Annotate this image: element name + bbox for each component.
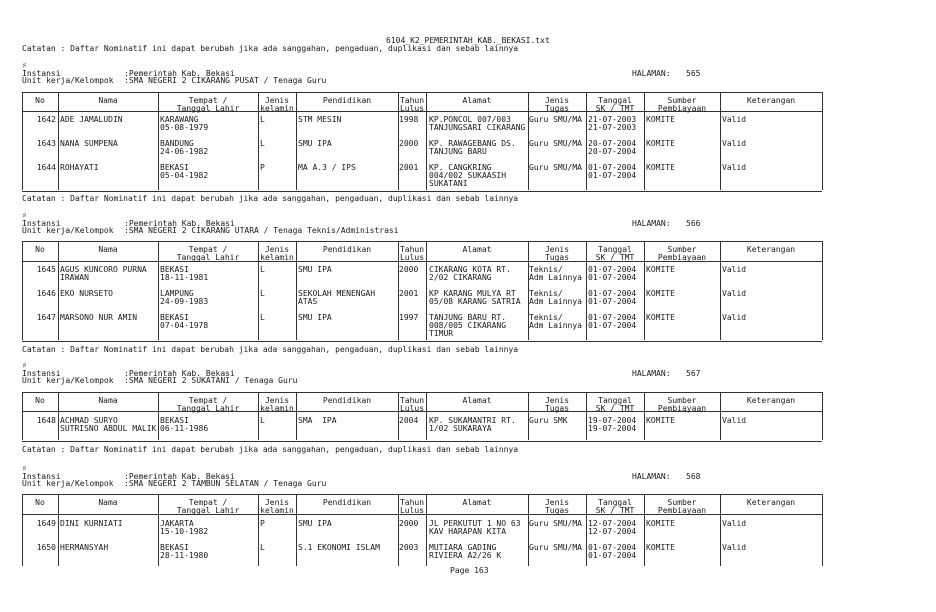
- row-tanggal-sk: 12-07-2004: [588, 519, 637, 528]
- halaman-number: 566: [686, 219, 701, 228]
- instansi-label: Instansi: [22, 369, 61, 378]
- header-sumber2: Pembiayaan: [657, 404, 707, 413]
- row-tempat-tanggal: BEKASI: [160, 543, 189, 552]
- row-jenis-kelamin: L: [260, 265, 265, 274]
- row-nama: AGUS KUNCORO PURNA: [60, 265, 147, 274]
- unit-value: :SMA NEGERI 2 CIKARANG UTARA / Tenaga Teknis/Administrasi: [124, 226, 399, 235]
- row-sumber-pembiayaan: KOMITE: [646, 265, 675, 274]
- header-tgl2: SK / TMT: [595, 506, 635, 515]
- halaman-label: HALAMAN:: [632, 69, 671, 78]
- row-tahun-lulus: 2003: [399, 543, 419, 552]
- instansi-value: :Pemerintah Kab. Bekasi: [124, 219, 235, 228]
- row-alamat: KP. CANGKRING: [429, 163, 492, 172]
- row-tahun-lulus: 2000: [399, 265, 419, 274]
- row-pendidikan: STM MESIN: [298, 115, 342, 124]
- header-nama: Nama: [98, 96, 118, 105]
- row-jenis-tugas: Adm Lainnya: [529, 297, 582, 306]
- row-pendidikan: SMU IPA: [298, 519, 332, 528]
- header-tempat2: Tanggal Lahir: [176, 253, 240, 262]
- header-jtugas2: Tugas: [544, 104, 570, 113]
- header-sumber1: Sumber: [667, 498, 697, 507]
- row-jenis-tugas: Guru SMK: [529, 416, 568, 425]
- header-tahun1: Tahun: [399, 245, 425, 254]
- row-jenis-tugas: Teknis/: [529, 313, 563, 322]
- row-alamat: KP. RAWAGEBANG DS.: [429, 139, 516, 148]
- header-ket: Keterangan: [746, 498, 796, 507]
- section-separator: [22, 441, 822, 442]
- row-tempat-tanggal: 05-04-1982: [160, 171, 209, 180]
- row-no: 1649: [36, 519, 56, 528]
- column-divider: [58, 241, 59, 340]
- header-tgl1: Tanggal: [598, 96, 632, 105]
- header-alamat: Alamat: [462, 396, 492, 405]
- header-nama: Nama: [98, 498, 118, 507]
- row-tanggal-sk: 01-07-2004: [588, 273, 637, 282]
- row-jenis-tugas: Guru SMU/MA: [529, 139, 582, 148]
- row-jenis-kelamin: L: [260, 139, 265, 148]
- header-jtugas1: Jenis: [544, 96, 570, 105]
- catatan-top: Catatan : Daftar Nominatif ini dapat berubah jika ada sanggahan, pengaduan, duplikasi dan sebab lainnya: [22, 44, 519, 53]
- row-no: 1650: [36, 543, 56, 552]
- instansi-value: :Pemerintah Kab. Bekasi: [124, 472, 235, 481]
- row-nama: SUTRISNO ABDUL MALIK: [60, 424, 157, 433]
- row-tempat-tanggal: 06-11-1986: [160, 424, 209, 433]
- row-no: 1642: [36, 115, 56, 124]
- row-alamat: JL PERKUTUT 1 NO 63: [429, 519, 521, 528]
- header-alamat: Alamat: [462, 245, 492, 254]
- header-sumber1: Sumber: [667, 245, 697, 254]
- header-tempat1: Tempat /: [188, 245, 228, 254]
- unit-label: Unit kerja/Kelompok: [22, 479, 114, 488]
- header-no: No: [35, 498, 45, 507]
- header-tgl2: SK / TMT: [595, 404, 635, 413]
- header-sumber1: Sumber: [667, 96, 697, 105]
- row-nama: HERMANSYAH: [60, 543, 109, 552]
- row-jenis-tugas: Teknis/: [529, 289, 563, 298]
- row-pendidikan: SMA IPA: [298, 416, 337, 425]
- row-keterangan: Valid: [722, 313, 747, 322]
- section-marker: ♯: [22, 361, 27, 370]
- table-top-border: [22, 241, 822, 242]
- row-pendidikan: ATAS: [298, 297, 318, 306]
- header-jenis2: kelamin: [260, 253, 294, 262]
- header-jtugas1: Jenis: [544, 498, 570, 507]
- row-tanggal-sk: 20-07-2004: [588, 139, 637, 148]
- halaman-number: 565: [686, 69, 701, 78]
- header-ket: Keterangan: [746, 96, 796, 105]
- row-nama: NANA SUMPENA: [60, 139, 118, 148]
- row-sumber-pembiayaan: KOMITE: [646, 139, 675, 148]
- row-pendidikan: SMU IPA: [298, 265, 332, 274]
- row-jenis-kelamin: L: [260, 289, 265, 298]
- row-nama: MARSONO NUR AMIN: [60, 313, 138, 322]
- row-tempat-tanggal: BANDUNG: [160, 139, 194, 148]
- header-pendidikan: Pendidikan: [322, 245, 372, 254]
- row-nama: EKO NURSETO: [60, 289, 113, 298]
- header-tahun2: Lulus: [399, 506, 425, 515]
- table-right-border: [822, 241, 823, 340]
- row-alamat: MUTIARA GADING: [429, 543, 497, 552]
- row-sumber-pembiayaan: KOMITE: [646, 115, 675, 124]
- row-tanggal-sk: 01-07-2004: [588, 265, 637, 274]
- row-tahun-lulus: 2001: [399, 163, 419, 172]
- row-alamat: KP KARANG MULYA RT: [429, 289, 516, 298]
- header-alamat: Alamat: [462, 498, 492, 507]
- row-pendidikan: SMU IPA: [298, 313, 332, 322]
- row-tempat-tanggal: 15-10-1982: [160, 527, 209, 536]
- row-pendidikan: SMU IPA: [298, 139, 332, 148]
- table-top-border: [22, 494, 822, 495]
- row-tanggal-sk: 21-07-2003: [588, 115, 637, 124]
- header-jenis2: kelamin: [260, 506, 294, 515]
- row-tanggal-sk: 01-07-2004: [588, 171, 637, 180]
- row-tahun-lulus: 2004: [399, 416, 419, 425]
- section-marker: ♯: [22, 464, 27, 473]
- section-marker: ♯: [22, 61, 27, 70]
- header-alamat: Alamat: [462, 96, 492, 105]
- header-nama: Nama: [98, 245, 118, 254]
- header-no: No: [35, 245, 45, 254]
- unit-value: :SMA NEGERI 2 SUKATANI / Tenaga Guru: [124, 376, 298, 385]
- section-separator: [22, 191, 822, 192]
- row-tanggal-sk: 01-07-2004: [588, 543, 637, 552]
- row-keterangan: Valid: [722, 519, 747, 528]
- header-tgl2: SK / TMT: [595, 104, 635, 113]
- row-tahun-lulus: 1998: [399, 115, 419, 124]
- row-jenis-kelamin: L: [260, 313, 265, 322]
- row-tanggal-sk: 01-07-2004: [588, 313, 637, 322]
- header-tahun1: Tahun: [399, 498, 425, 507]
- row-no: 1644: [36, 163, 56, 172]
- row-jenis-tugas: Guru SMU/MA: [529, 163, 582, 172]
- row-alamat: TIMUR: [429, 329, 454, 338]
- row-tahun-lulus: 2000: [399, 519, 419, 528]
- row-tempat-tanggal: 18-11-1981: [160, 273, 209, 282]
- row-alamat: CIKARANG KOTA RT.: [429, 265, 511, 274]
- row-tahun-lulus: 2001: [399, 289, 419, 298]
- row-tanggal-sk: 01-07-2004: [588, 321, 637, 330]
- unit-value: :SMA NEGERI 2 TAMBUN SELATAN / Tenaga Guru: [124, 479, 327, 488]
- row-tempat-tanggal: JAKARTA: [160, 519, 194, 528]
- row-sumber-pembiayaan: KOMITE: [646, 289, 675, 298]
- unit-value: :SMA NEGERI 2 CIKARANG PUSAT / Tenaga Guru: [124, 76, 327, 85]
- row-jenis-kelamin: L: [260, 543, 265, 552]
- row-alamat: TANJUNGSARI CIKARANG: [429, 123, 526, 132]
- row-alamat: 008/005 CIKARANG: [429, 321, 507, 330]
- header-tempat2: Tanggal Lahir: [176, 506, 240, 515]
- row-tempat-tanggal: BEKASI: [160, 163, 189, 172]
- header-nama: Nama: [98, 396, 118, 405]
- row-tempat-tanggal: 28-11-1980: [160, 551, 209, 560]
- header-no: No: [35, 396, 45, 405]
- row-nama: IRAWAN: [60, 273, 89, 282]
- halaman-number: 568: [686, 472, 701, 481]
- column-divider: [58, 92, 59, 190]
- row-sumber-pembiayaan: KOMITE: [646, 163, 675, 172]
- header-tahun1: Tahun: [399, 396, 425, 405]
- header-tahun2: Lulus: [399, 253, 425, 262]
- row-keterangan: Valid: [722, 265, 747, 274]
- column-divider: [426, 241, 427, 340]
- row-jenis-kelamin: L: [260, 416, 265, 425]
- header-jtugas1: Jenis: [544, 245, 570, 254]
- header-ket: Keterangan: [746, 245, 796, 254]
- row-tanggal-sk: 01-07-2004: [588, 551, 637, 560]
- row-no: 1648: [36, 416, 56, 425]
- instansi-label: Instansi: [22, 472, 61, 481]
- row-jenis-tugas: Guru SMU/MA: [529, 519, 582, 528]
- row-alamat: SUKATANI: [429, 179, 468, 188]
- row-keterangan: Valid: [722, 163, 747, 172]
- table-right-border: [822, 392, 823, 440]
- instansi-value: :Pemerintah Kab. Bekasi: [124, 369, 235, 378]
- row-jenis-kelamin: P: [260, 519, 265, 528]
- row-tempat-tanggal: BEKASI: [160, 416, 189, 425]
- header-jtugas2: Tugas: [544, 404, 570, 413]
- table-top-border: [22, 392, 822, 393]
- header-jtugas1: Jenis: [544, 396, 570, 405]
- section-separator: [22, 341, 822, 342]
- row-tanggal-sk: 19-07-2004: [588, 416, 637, 425]
- table-top-border: [22, 92, 822, 93]
- halaman-label: HALAMAN:: [632, 219, 671, 228]
- header-sumber2: Pembiayaan: [657, 253, 707, 262]
- row-keterangan: Valid: [722, 139, 747, 148]
- row-tanggal-sk: 20-07-2004: [588, 147, 637, 156]
- row-tanggal-sk: 01-07-2004: [588, 163, 637, 172]
- row-tempat-tanggal: 24-09-1983: [160, 297, 209, 306]
- row-tanggal-sk: 01-07-2004: [588, 289, 637, 298]
- header-jenis1: Jenis: [264, 396, 290, 405]
- column-divider: [296, 241, 297, 340]
- header-jtugas2: Tugas: [544, 253, 570, 262]
- header-jenis1: Jenis: [264, 245, 290, 254]
- row-keterangan: Valid: [722, 416, 747, 425]
- row-tempat-tanggal: 05-08-1979: [160, 123, 209, 132]
- row-no: 1643: [36, 139, 56, 148]
- header-tempat1: Tempat /: [188, 498, 228, 507]
- header-tgl2: SK / TMT: [595, 253, 635, 262]
- header-tempat2: Tanggal Lahir: [176, 104, 240, 113]
- header-pendidikan: Pendidikan: [322, 498, 372, 507]
- instansi-label: Instansi: [22, 219, 61, 228]
- row-tempat-tanggal: 24-06-1982: [160, 147, 209, 156]
- row-alamat: RIVIERA A2/26 K: [429, 551, 502, 560]
- header-sumber1: Sumber: [667, 396, 697, 405]
- header-tempat2: Tanggal Lahir: [176, 404, 240, 413]
- row-tanggal-sk: 21-07-2003: [588, 123, 637, 132]
- row-nama: ACHMAD SURYO: [60, 416, 118, 425]
- halaman-label: HALAMAN:: [632, 472, 671, 481]
- header-ket: Keterangan: [746, 396, 796, 405]
- header-tgl1: Tanggal: [598, 396, 632, 405]
- row-tempat-tanggal: KARAWANG: [160, 115, 199, 124]
- row-nama: ADE JAMALUDIN: [60, 115, 123, 124]
- header-jenis2: kelamin: [260, 104, 294, 113]
- catatan-note: Catatan : Daftar Nominatif ini dapat berubah jika ada sanggahan, pengaduan, duplikasi dan sebab lainnya: [22, 345, 519, 354]
- instansi-value: :Pemerintah Kab. Bekasi: [124, 69, 235, 78]
- row-jenis-tugas: Teknis/: [529, 265, 563, 274]
- row-nama: DINI KURNIATI: [60, 519, 123, 528]
- table-right-border: [822, 494, 823, 566]
- row-alamat: 2/02 CIKARANG: [429, 273, 492, 282]
- header-jenis1: Jenis: [264, 498, 290, 507]
- row-pendidikan: S.1 EKONOMI ISLAM: [298, 543, 380, 552]
- column-divider: [296, 92, 297, 190]
- column-divider: [720, 241, 721, 340]
- header-no: No: [35, 96, 45, 105]
- row-keterangan: Valid: [722, 543, 747, 552]
- row-tempat-tanggal: BEKASI: [160, 313, 189, 322]
- header-tahun1: Tahun: [399, 96, 425, 105]
- row-tempat-tanggal: BEKASI: [160, 265, 189, 274]
- header-pendidikan: Pendidikan: [322, 96, 372, 105]
- unit-label: Unit kerja/Kelompok: [22, 226, 114, 235]
- header-tgl1: Tanggal: [598, 498, 632, 507]
- row-sumber-pembiayaan: KOMITE: [646, 519, 675, 528]
- header-sumber2: Pembiayaan: [657, 506, 707, 515]
- row-no: 1646: [36, 289, 56, 298]
- row-tanggal-sk: 19-07-2004: [588, 424, 637, 433]
- row-keterangan: Valid: [722, 115, 747, 124]
- row-tanggal-sk: 12-07-2004: [588, 527, 637, 536]
- row-alamat: 05/08 KARANG SATRIA: [429, 297, 521, 306]
- catatan-note: Catatan : Daftar Nominatif ini dapat berubah jika ada sanggahan, pengaduan, duplikasi dan sebab lainnya: [22, 445, 519, 454]
- row-keterangan: Valid: [722, 289, 747, 298]
- header-pendidikan: Pendidikan: [322, 396, 372, 405]
- row-jenis-tugas: Adm Lainnya: [529, 321, 582, 330]
- row-alamat: KAV HARAPAN KITA: [429, 527, 507, 536]
- header-tempat1: Tempat /: [188, 96, 228, 105]
- row-jenis-kelamin: P: [260, 163, 265, 172]
- row-tahun-lulus: 2000: [399, 139, 419, 148]
- row-tahun-lulus: 1997: [399, 313, 419, 322]
- header-sumber2: Pembiayaan: [657, 104, 707, 113]
- row-tanggal-sk: 01-07-2004: [588, 297, 637, 306]
- page-footer: Page 163: [450, 566, 489, 575]
- file-title: 6104_K2_PEMERINTAH_KAB._BEKASI.txt: [386, 36, 550, 45]
- row-sumber-pembiayaan: KOMITE: [646, 416, 675, 425]
- instansi-label: Instansi: [22, 69, 61, 78]
- header-tahun2: Lulus: [399, 104, 425, 113]
- row-jenis-tugas: Guru SMU/MA: [529, 543, 582, 552]
- row-alamat: TANJUNG BARU: [429, 147, 487, 156]
- row-jenis-tugas: Adm Lainnya: [529, 273, 582, 282]
- row-alamat: TANJUNG BARU RT.: [429, 313, 507, 322]
- row-alamat: KP. SUKAMANTRI RT.: [429, 416, 516, 425]
- row-tempat-tanggal: 07-04-1978: [160, 321, 209, 330]
- unit-label: Unit kerja/Kelompok: [22, 376, 114, 385]
- halaman-label: HALAMAN:: [632, 369, 671, 378]
- column-divider: [426, 92, 427, 190]
- row-sumber-pembiayaan: KOMITE: [646, 313, 675, 322]
- row-alamat: KP.PONCOL 007/003: [429, 115, 511, 124]
- row-alamat: 004/002 SUKAASIH: [429, 171, 507, 180]
- unit-label: Unit kerja/Kelompok: [22, 76, 114, 85]
- catatan-note: Catatan : Daftar Nominatif ini dapat berubah jika ada sanggahan, pengaduan, duplikasi dan sebab lainnya: [22, 194, 519, 203]
- halaman-number: 567: [686, 369, 701, 378]
- section-marker: ♯: [22, 211, 27, 220]
- row-pendidikan: SEKOLAH MENENGAH: [298, 289, 376, 298]
- row-sumber-pembiayaan: KOMITE: [646, 543, 675, 552]
- header-jtugas2: Tugas: [544, 506, 570, 515]
- row-no: 1645: [36, 265, 56, 274]
- header-tempat1: Tempat /: [188, 396, 228, 405]
- row-nama: ROHAYATI: [60, 163, 99, 172]
- row-jenis-tugas: Guru SMU/MA: [529, 115, 582, 124]
- row-no: 1647: [36, 313, 56, 322]
- row-alamat: 1/02 SUKARAYA: [429, 424, 492, 433]
- header-tgl1: Tanggal: [598, 245, 632, 254]
- row-tempat-tanggal: LAMPUNG: [160, 289, 194, 298]
- header-tahun2: Lulus: [399, 404, 425, 413]
- row-jenis-kelamin: L: [260, 115, 265, 124]
- table-right-border: [822, 92, 823, 190]
- header-jenis1: Jenis: [264, 96, 290, 105]
- row-pendidikan: MA A.3 / IPS: [298, 163, 356, 172]
- header-jenis2: kelamin: [260, 404, 294, 413]
- column-divider: [720, 92, 721, 190]
